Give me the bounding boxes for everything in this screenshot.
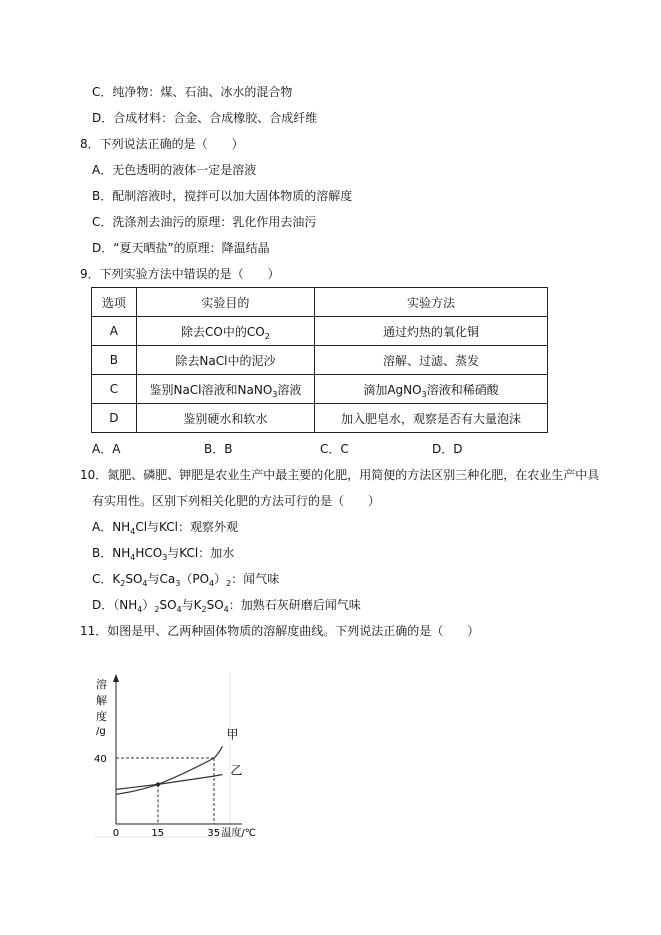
table-header-row (92, 288, 548, 317)
row-goal: 除去NaCl中的泥沙 (136, 346, 314, 375)
experiment-table (91, 287, 548, 433)
q10-option-a: A．$NH_4Cl$与KCl：观察外观 (92, 520, 238, 536)
x-axis-label: 温度/℃ (221, 828, 257, 839)
q9-stem: 9．下列实验方法中错误的是（ ） (80, 267, 280, 281)
q11-stem: 11．如图是甲、乙两种固体物质的溶解度曲线。下列说法正确的是（ ） (80, 624, 480, 638)
q9-options (92, 441, 462, 457)
x-tick-label: 35 (207, 828, 221, 839)
row-goal: 鉴别NaCl溶液和NaNO$_3$溶液 (136, 375, 314, 404)
row-goal: 除去CO中的$CO_2$ (136, 317, 314, 346)
q10-stem-line2: 有实用性。区别下列相关化肥的方法可行的是（ ） (92, 494, 381, 508)
q8-option-d: D．“夏天晒盐”的原理：降温结晶 (92, 241, 270, 255)
prev-option-d: D．合成材料：合金、合成橡胶、合成纤维 (92, 111, 318, 125)
row-option: B (92, 346, 137, 375)
q9-option-d: D．D (432, 442, 463, 456)
table-row (92, 375, 548, 404)
header-option: 选项 (92, 288, 137, 317)
q8-option-b: B．配制溶液时，搅拌可以加大固体物质的溶解度 (92, 189, 353, 203)
row-method: 通过灼热的氧化铜 (315, 317, 548, 346)
q9-option-a: A．A (92, 442, 121, 456)
row-option: C (92, 375, 137, 404)
prev-option-c: C．纯净物：煤、石油、冰水的混合物 (92, 85, 293, 99)
q10-stem-line1: 10．氮肥、磷肥、钾肥是农业生产中最主要的化肥，用简便的方法区别三种化肥，在农业生产中具 (80, 468, 600, 482)
row-method: 溶解、过滤、蒸发 (315, 346, 548, 375)
table-row (92, 346, 548, 375)
y-unit: /g (96, 726, 106, 737)
table-row (92, 404, 548, 433)
q9-option-c: C．C (320, 442, 349, 456)
q10-option-d: D．$(NH_4)_2SO_4$与$K_2SO_4$：加熟石灰研磨后闻气味 (92, 598, 361, 614)
ylabel-char: 溶 (96, 678, 107, 691)
row-method: 加入肥皂水，观察是否有大量泡沫 (315, 404, 548, 433)
q8-stem: 8．下列说法正确的是（ ） (80, 137, 244, 151)
y-tick-label: 40 (94, 754, 107, 765)
x-tick-label: 0 (112, 828, 120, 839)
header-method: 实验方法 (315, 288, 548, 317)
series-label: 甲 (226, 727, 239, 742)
ylabel-char: 解 (96, 694, 107, 707)
q9-option-b: B．B (204, 442, 233, 456)
q8-option-a: A．无色透明的液体一定是溶液 (92, 163, 257, 177)
ylabel-char: 度 (96, 710, 107, 723)
series-label: 乙 (230, 763, 243, 778)
row-goal: 鉴别硬水和软水 (136, 404, 314, 433)
q10-option-b: B．$NH_4HCO_3$与KCl：加水 (92, 546, 235, 562)
table-row (92, 317, 548, 346)
row-option: D (92, 404, 137, 433)
solubility-chart (90, 670, 257, 840)
q8-option-c: C．洗涤剂去油污的原理：乳化作用去油污 (92, 215, 317, 229)
row-option: A (92, 317, 137, 346)
row-method: 滴加AgNO$_3$溶液和稀硝酸 (315, 375, 548, 404)
q10-option-c: C．$K_2SO_4$与$Ca_3(PO_4)_2$：闻气味 (92, 572, 280, 588)
intersection-point (156, 782, 160, 786)
header-goal: 实验目的 (136, 288, 314, 317)
x-tick-label: 15 (151, 828, 165, 839)
